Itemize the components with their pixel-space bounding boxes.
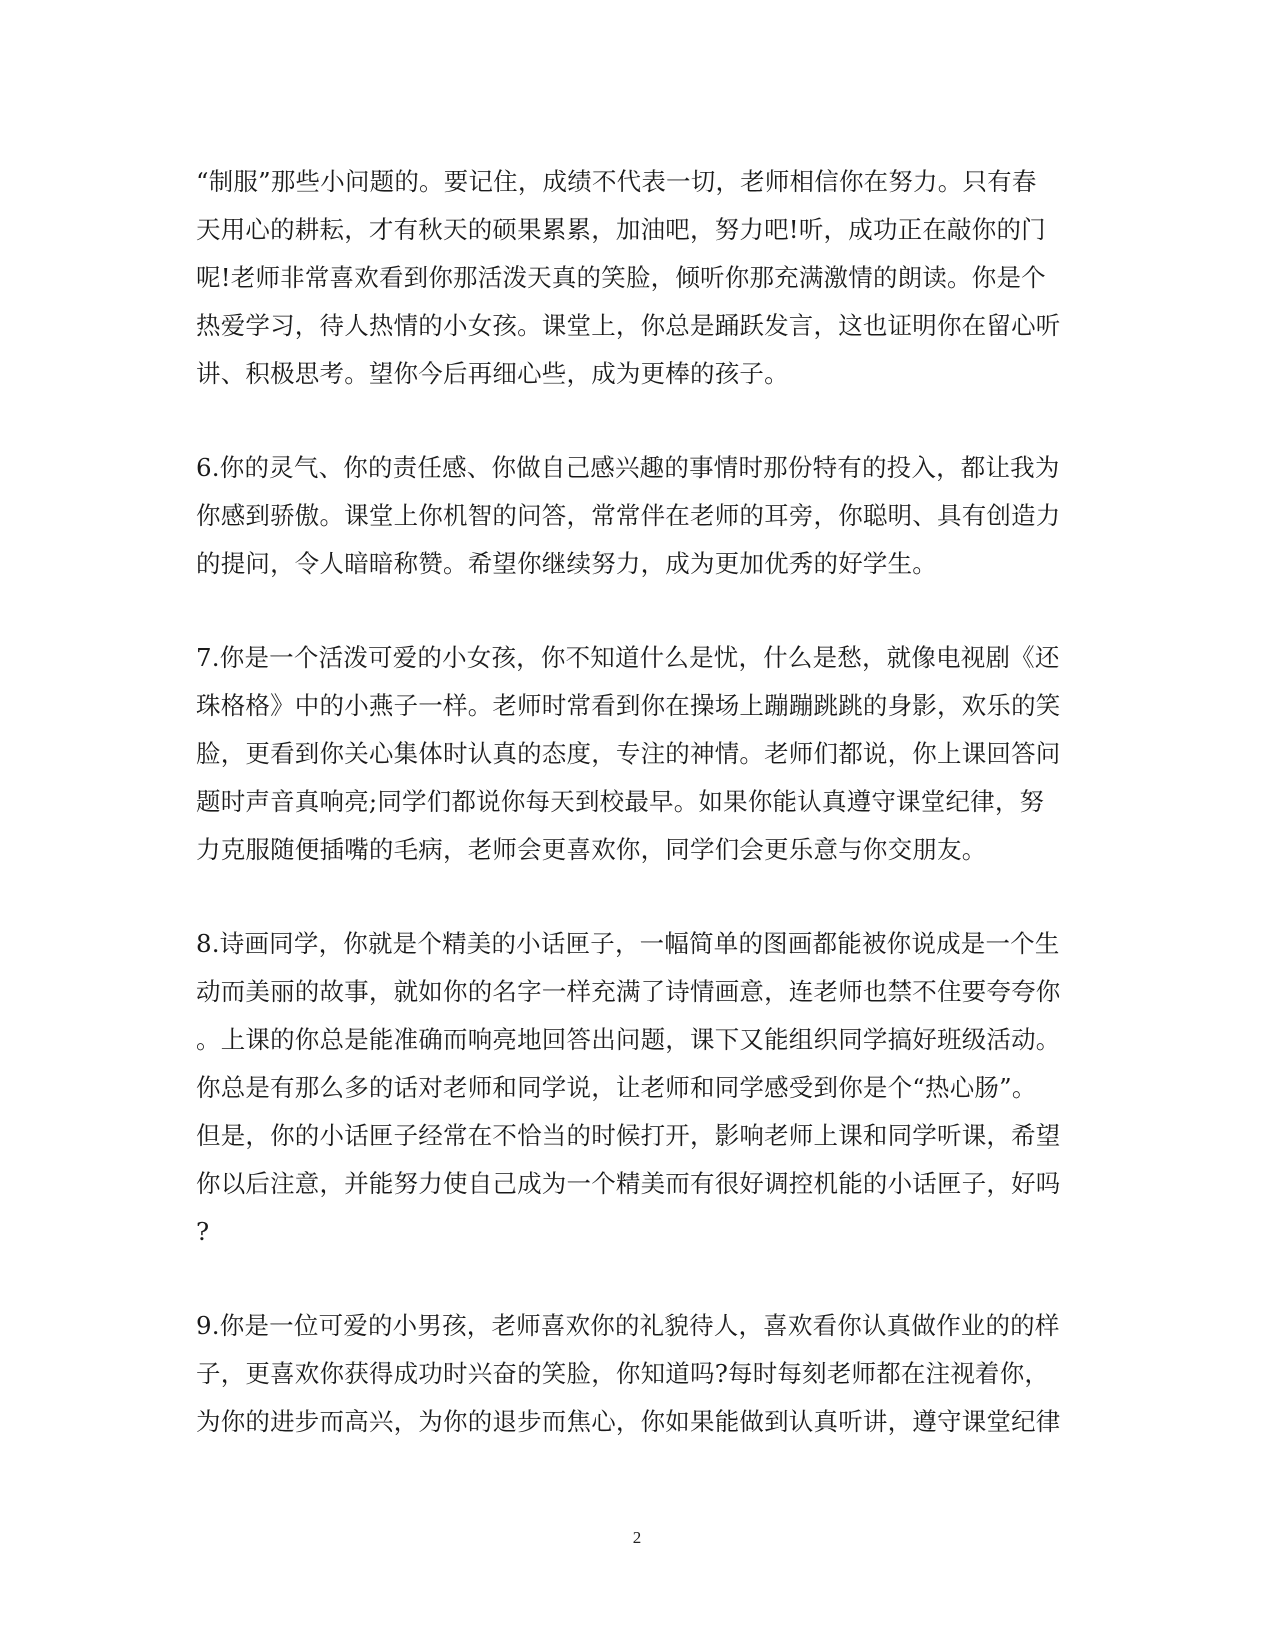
text-line: 你感到骄傲。课堂上你机智的问答，常常伴在老师的耳旁，你聪明、具有创造力 [196,501,1061,530]
page-number: 2 [632,1528,642,1547]
document-body [196,158,1076,1492]
text-line: 呢!老师非常喜欢看到你那活泼天真的笑脸，倾听你那充满激情的朗读。你是个 [196,263,1046,292]
text-line: 9.你是一位可爱的小男孩，老师喜欢你的礼貌待人，喜欢看你认真做作业的的样 [196,1311,1060,1340]
text-line: 动而美丽的故事，就如你的名字一样充满了诗情画意，连老师也禁不住要夸夸你 [196,977,1061,1006]
text-line: 天用心的耕耘，才有秋天的硕果累累，加油吧，努力吧!听，成功正在敲你的门 [196,215,1046,244]
paragraph-8 [196,920,1076,1256]
text-line: ? [196,1217,210,1246]
text-line: 。上课的你总是能准确而响亮地回答出问题，课下又能组织同学搞好班级活动。 [196,1025,1061,1054]
text-line: “制服”那些小问题的。要记住，成绩不代表一切，老师相信你在努力。只有春 [196,167,1037,196]
text-line: 的提问，令人暗暗称赞。希望你继续努力，成为更加优秀的好学生。 [196,549,937,578]
text-line: 题时声音真响亮;同学们都说你每天到校最早。如果你能认真遵守课堂纪律，努 [196,787,1045,816]
text-line: 力克服随便插嘴的毛病，老师会更喜欢你，同学们会更乐意与你交朋友。 [196,835,987,864]
text-line: 7.你是一个活泼可爱的小女孩，你不知道什么是忧，什么是愁，就像电视剧《还 [196,643,1060,672]
text-line: 你总是有那么多的话对老师和同学说，让老师和同学感受到你是个“热心肠”。 [196,1073,1037,1102]
text-line: 脸，更看到你关心集体时认真的态度，专注的神情。老师们都说，你上课回答问 [196,739,1061,768]
paragraph-6 [196,444,1076,588]
text-line: 你以后注意，并能努力使自己成为一个精美而有很好调控机能的小话匣子，好吗 [196,1169,1061,1198]
paragraph-continuation [196,158,1076,398]
text-line: 讲、积极思考。望你今后再细心些，成为更棒的孩子。 [196,359,789,388]
text-line: 珠格格》中的小燕子一样。老师时常看到你在操场上蹦蹦跳跳的身影，欢乐的笑 [196,691,1061,720]
text-line: 6.你的灵气、你的责任感、你做自己感兴趣的事情时那份特有的投入，都让我为 [196,453,1060,482]
text-line: 8.诗画同学，你就是个精美的小话匣子，一幅简单的图画都能被你说成是一个生 [196,929,1060,958]
text-line: 热爱学习，待人热情的小女孩。课堂上，你总是踊跃发言，这也证明你在留心听 [196,311,1061,340]
paragraph-7 [196,634,1076,874]
text-line: 为你的进步而高兴，为你的退步而焦心，你如果能做到认真听讲，遵守课堂纪律 [196,1407,1061,1436]
text-line: 但是，你的小话匣子经常在不恰当的时候打开，影响老师上课和同学听课，希望 [196,1121,1061,1150]
paragraph-9 [196,1302,1076,1446]
text-line: 子，更喜欢你获得成功时兴奋的笑脸，你知道吗?每时每刻老师都在注视着你， [196,1359,1050,1388]
